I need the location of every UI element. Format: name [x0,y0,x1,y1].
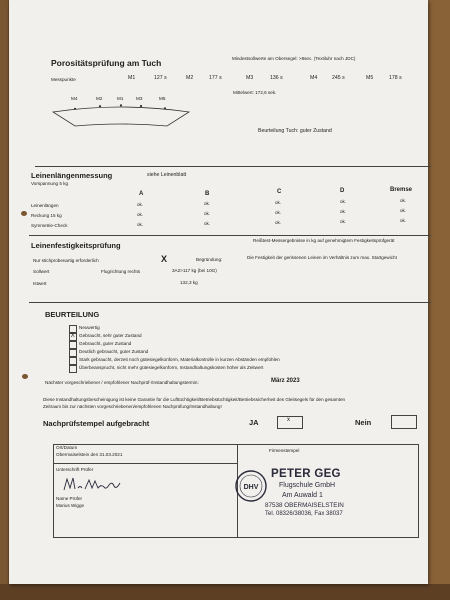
stamp-no-label: Nein [355,418,372,427]
stamp-yes-box[interactable] [277,416,303,429]
tear-test-note: Reißtest-Messergebnisse in kg auf genehmigtem Festigkeitsprüfgerät [253,238,395,243]
cell: ok. [137,212,144,217]
rating-option-neuwertig: Neuwertig [79,325,100,330]
rating-check-mark: X [70,332,75,339]
cell: ok. [400,198,407,203]
column-a: A [139,191,144,197]
company-line-2: Am Auwald 1 [282,492,323,499]
porosity-m3-label: M3 [246,75,254,81]
next-check-value: März 2023 [271,378,300,384]
cell: ok. [204,201,211,206]
divider [29,302,431,303]
justification-text: Die Festigkeit der gerissenen Leinen im Verhältnis zum max. Startgewicht [247,255,397,260]
porosity-assessment: Beurteilung Tuch: guter Zustand [258,128,332,134]
cell: ok. [340,219,347,224]
punch-hole-bottom [22,374,28,379]
stamp-applied-label: Nachprüfstempel aufgebracht [43,419,150,428]
dhv-logo-text: DHV [243,484,259,491]
line-length-pretension: Vorspannung 5 kg [31,181,69,186]
justification-label: Begründung: [196,257,223,262]
wood-background-left [0,0,8,600]
column-d: D [340,188,345,194]
diagram-label-m4: M4 [71,96,78,101]
rating-title: BEURTEILUNG [45,310,100,319]
porosity-m2-label: M2 [186,75,194,81]
cell: ok. [204,221,211,226]
rating-checkbox-gut[interactable] [69,341,77,349]
column-bremse: Bremse [390,187,413,193]
diagram-point-m1 [120,104,122,106]
disclaimer-line-1: Diese Instandhaltungsbescheinigung ist keine Garantie für die Lufttüchtigkeit/Betriebstüchtigkeit/Betriebssicherheit des Gleitsegels für den gesamten [43,397,346,402]
divider [35,166,431,167]
diagram-point-m3 [140,105,142,107]
diagram-label-m5: M5 [159,96,166,101]
porosity-m4-label: M4 [310,75,318,81]
row-label-symmetrie: Symmetrie-Check [31,223,68,228]
diagram-label-m3: M3 [136,96,143,101]
diagram-point-m5 [164,107,166,109]
rating-checkbox-stark[interactable] [69,357,77,365]
rating-option-stark: Stark gebraucht, derzeit noch gütesiegelkonform, Materialkontrolle in kurzen Abständen empfohlen [79,357,280,362]
examiner-signature [61,474,131,496]
column-c: C [277,189,282,195]
porosity-m3-value: 136 s [270,75,283,81]
wood-background-right [428,0,450,600]
target-label: Sollwert [33,269,50,274]
disclaimer-line-2: Zeitraum bis zur nächsten vorgeschriebenen/empfohlenen Nachprüfung/Instandhaltung! [43,404,222,409]
target-value: 3A2>117 kg (bei 10G) [172,268,217,273]
firm-stamp-label: Firmenstempel [269,448,300,453]
rating-option-ueberbeansprucht: Überbeansprucht, nicht mehr gütesiegelkonform, Instandhaltungskosten höher als Zeitwert [79,365,264,370]
cell: ok. [137,202,144,207]
rating-option-sehr-gut: Gebraucht, sehr guter Zustand [79,333,142,338]
next-check-label: Nächster vorgeschriebener / empfohlener Nachprüf-/Instandhaltungstermin: [45,380,199,385]
line-strength-title: Leinenfestigkeitsprüfung [31,241,121,250]
divider [53,463,237,464]
porosity-m2-value: 177 s [209,75,222,81]
wood-background-bottom [0,584,450,600]
porosity-title: Porositätsprüfung am Tuch [51,58,162,68]
diagram-label-m1: M1 [117,96,124,101]
dhv-seal-logo [234,469,268,503]
company-line-4: Tel. 08326/38036, Fax 38037 [265,511,343,517]
inspection-certificate-page [9,0,428,584]
diagram-label-m2: M2 [96,96,103,101]
cell: ok. [275,220,282,225]
diagram-point-m4 [74,108,76,110]
column-b: B [205,191,210,197]
company-line-3: 87538 OBERMAISELSTEIN [265,502,344,509]
porosity-mean: Mittelwert: 172,6 sek. [233,90,277,95]
porosity-m5-label: M5 [366,75,374,81]
actual-label: Istwert [33,281,47,286]
punch-hole-top [21,211,27,216]
signature-label: Unterschrift Prüfer [56,467,94,472]
divider [29,235,431,236]
stamp-yes-mark: x [287,417,290,423]
canopy-diagram [51,100,191,130]
stamp-yes-label: JA [249,418,259,427]
cell: ok. [137,222,144,227]
row-label-reckung: Reckung 15 kg [31,213,62,218]
rating-checkbox-ueberbeansprucht[interactable] [69,365,77,373]
sample-check-mark: X [161,254,168,264]
company-line-1: Flugschule GmbH [279,482,336,489]
line-length-title-suffix: siehe Leinenblatt [147,172,187,178]
porosity-m1-label: M1 [128,75,136,81]
rating-option-gut: Gebraucht, guter Zustand [79,341,132,346]
rating-checkbox-sehr-gut[interactable] [69,333,77,341]
cell: ok. [340,199,347,204]
stamp-no-box[interactable] [391,415,417,429]
row-label-leinenlaengen: Leinenlängen [31,203,59,208]
company-name: PETER GEG [271,468,341,480]
line-length-title: Leinenlängenmessung [31,171,113,180]
porosity-m5-value: 178 s [389,75,402,81]
cell: ok. [275,200,282,205]
examiner-name: Marius Wigge [56,503,85,508]
examiner-name-label: Name Prüfer [56,496,83,501]
porosity-m1-value: 127 s [154,75,167,81]
porosity-min-value: Mindestsollwerte am Obersegel: >8sec. (Textiluhr nach JDC) [232,56,356,61]
cell: ok. [340,209,347,214]
direction-label: Flugrichtung rechts [101,269,141,274]
rating-checkbox-deutlich[interactable] [69,349,77,357]
cell: ok. [275,210,282,215]
cell: ok. [204,211,211,216]
place-date-value: Obermaiselstein den 31.03.2021 [56,452,123,457]
diagram-point-m2 [99,105,101,107]
actual-value: 132,3 kg [180,280,198,285]
cell: ok. [400,218,407,223]
rating-option-deutlich: Deutlich gebraucht, guter Zustand [79,349,149,354]
place-date-label: Ort/Datum [56,445,78,450]
sample-label: Nur stichprobenartig erforderlich [33,258,99,263]
porosity-m4-value: 245 s [332,75,345,81]
cell: ok. [400,208,407,213]
porosity-points-label: Messpunkte [51,77,76,82]
